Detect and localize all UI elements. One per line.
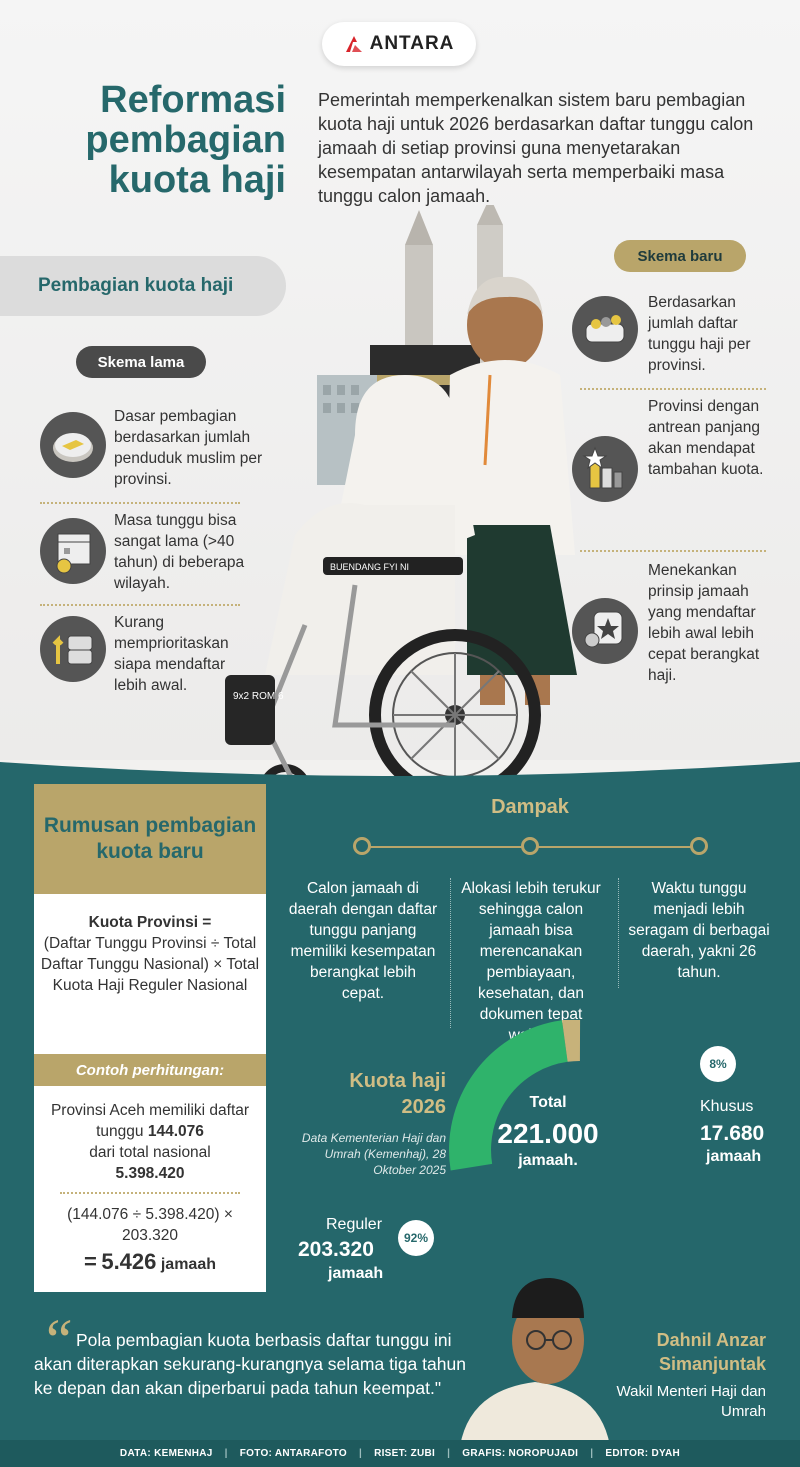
dampak-item-1: Calon jamaah di daerah dengan daftar tunggu panjang memiliki kesempatan berangkat lebih cepat. (288, 880, 438, 1002)
reguler-value: 203.320 (298, 1238, 374, 1261)
timeline-dot (690, 837, 708, 855)
quote-mark-icon: “ (40, 1307, 74, 1373)
antara-mark-icon (344, 34, 364, 54)
speaker-portrait (460, 1270, 610, 1446)
skema-baru-item-1: Berdasarkan jumlah daftar tunggu haji per provinsi. (648, 294, 751, 374)
footer-credits: DATA: KEMENHAJ | FOTO: ANTARAFOTO | RISET: ZUBI | GRAFIS: NOROPUJADI | EDITOR: DYAH (0, 1440, 800, 1467)
contoh-label: Contoh perhitungan: (34, 1054, 266, 1086)
reguler-pct-badge: 92% (398, 1220, 434, 1256)
khusus-arc (565, 1040, 580, 1041)
divider (40, 502, 240, 504)
formula-text: Kuota Provinsi = (Daftar Tunggu Provinsi ÷ Total Daftar Tunggu Nasional) × Total Kuota Haji Reguler Nasional (40, 914, 260, 994)
khusus-unit: jamaah (706, 1148, 762, 1165)
antara-logo[interactable] (322, 22, 476, 66)
divider (580, 550, 766, 552)
timeline-dot (353, 837, 371, 855)
contoh-text: Provinsi Aceh memiliki daftar tunggu 144.076 dari total nasional 5.398.420 (50, 1102, 250, 1182)
divider (618, 878, 619, 988)
people-queue-icon (572, 296, 638, 362)
reguler-label: Reguler (326, 1216, 383, 1233)
calc-result: = 5.426 jamaah (84, 1249, 216, 1274)
skema-baru-item-3: Menekankan prinsip jamaah yang mendaftar lebih awal lebih cepat berangkat haji. (648, 562, 760, 684)
intro-text: Pemerintah memperkenalkan sistem baru pembagian kuota haji untuk 2026 berdasarkan daftar tunggu calon jamaah di setiap provinsi guna menyetarakan kesempatan antarwilayah serta memperbaiki masa tunggu calon jamaah. (318, 90, 754, 206)
skema-lama-badge: Skema lama (76, 346, 206, 378)
total-value: 221.000 (497, 1118, 599, 1149)
calendar-clock-icon (40, 518, 106, 584)
khusus-label: Khusus (700, 1098, 754, 1115)
calc-expression: (144.076 ÷ 5.398.420) × 203.320 (67, 1206, 233, 1244)
divider (580, 388, 766, 390)
credit-riset: RISET: ZUBI (374, 1448, 436, 1459)
section-label: Pembagian kuota haji (0, 256, 286, 316)
divider (40, 604, 240, 606)
credit-foto: FOTO: ANTARAFOTO (239, 1448, 347, 1459)
skema-lama-item-1: Dasar pembagian berdasarkan jumlah penduduk muslim per provinsi. (114, 408, 263, 488)
speaker-role: Wakil Menteri Haji dan Umrah (616, 1383, 766, 1420)
credit-grafis: GRAFIS: NOROPUJADI (462, 1448, 579, 1459)
bag-text: 9x2 ROM 6 (233, 691, 284, 702)
skema-lama-item-3: Kurang memprioritaskan siapa mendaftar lebih awal. (114, 614, 229, 694)
skema-lama-item-2: Masa tunggu bisa sangat lama (>40 tahun) di beberapa wilayah. (114, 512, 245, 592)
khusus-value: 17.680 (700, 1122, 765, 1145)
divider (60, 1192, 240, 1194)
wheelchair-back-text: BUENDANG FYI NI (330, 562, 410, 572)
divider (450, 878, 451, 1028)
credit-data: DATA: KEMENHAJ (119, 1448, 213, 1459)
star-pillars-icon (572, 436, 638, 502)
total-label: Total (529, 1094, 567, 1111)
reguler-unit: jamaah (328, 1265, 384, 1282)
formula-title: Rumusan pembagian kuota baru (34, 784, 266, 894)
dampak-item-3: Waktu tunggu menjadi lebih seragam di berbagai daerah, yakni 26 tahun. (628, 880, 770, 981)
credit-editor: EDITOR: DYAH (605, 1448, 681, 1459)
kuota-title: Kuota haji 2026 (349, 1070, 446, 1118)
documents-arrows-icon (40, 616, 106, 682)
skema-baru-badge: Skema baru (614, 240, 746, 272)
star-document-user-icon (572, 598, 638, 664)
brand-name: ANTARA (369, 33, 455, 54)
dampak-title: Dampak (491, 796, 569, 818)
skema-baru-item-2: Provinsi dengan antrean panjang akan mendapat tambahan kuota. (648, 398, 764, 478)
khusus-pct-badge: 8% (700, 1046, 736, 1082)
timeline-dot (521, 837, 539, 855)
compass-icon (40, 412, 106, 478)
kuota-source: Data Kementerian Haji dan Umrah (Kemenhaj), 28 Oktober 2025 (301, 1131, 446, 1177)
speaker-name: Dahnil Anzar Simanjuntak (656, 1330, 766, 1374)
total-unit: jamaah. (518, 1152, 578, 1169)
dampak-item-2: Alokasi lebih terukur sehingga calon jamaah bisa merencanakan pembiayaan, kesehatan, dan dokumen tepat waktu. (461, 880, 601, 1044)
page-title: Reformasi pembagian kuota haji (85, 79, 286, 201)
quote-text: Pola pembagian kuota berbasis daftar tunggu ini akan diterapkan sekurang-kurangnya selama tiga tahun ke depan dan akan diperbarui pada tahun keempat." (34, 1330, 466, 1398)
